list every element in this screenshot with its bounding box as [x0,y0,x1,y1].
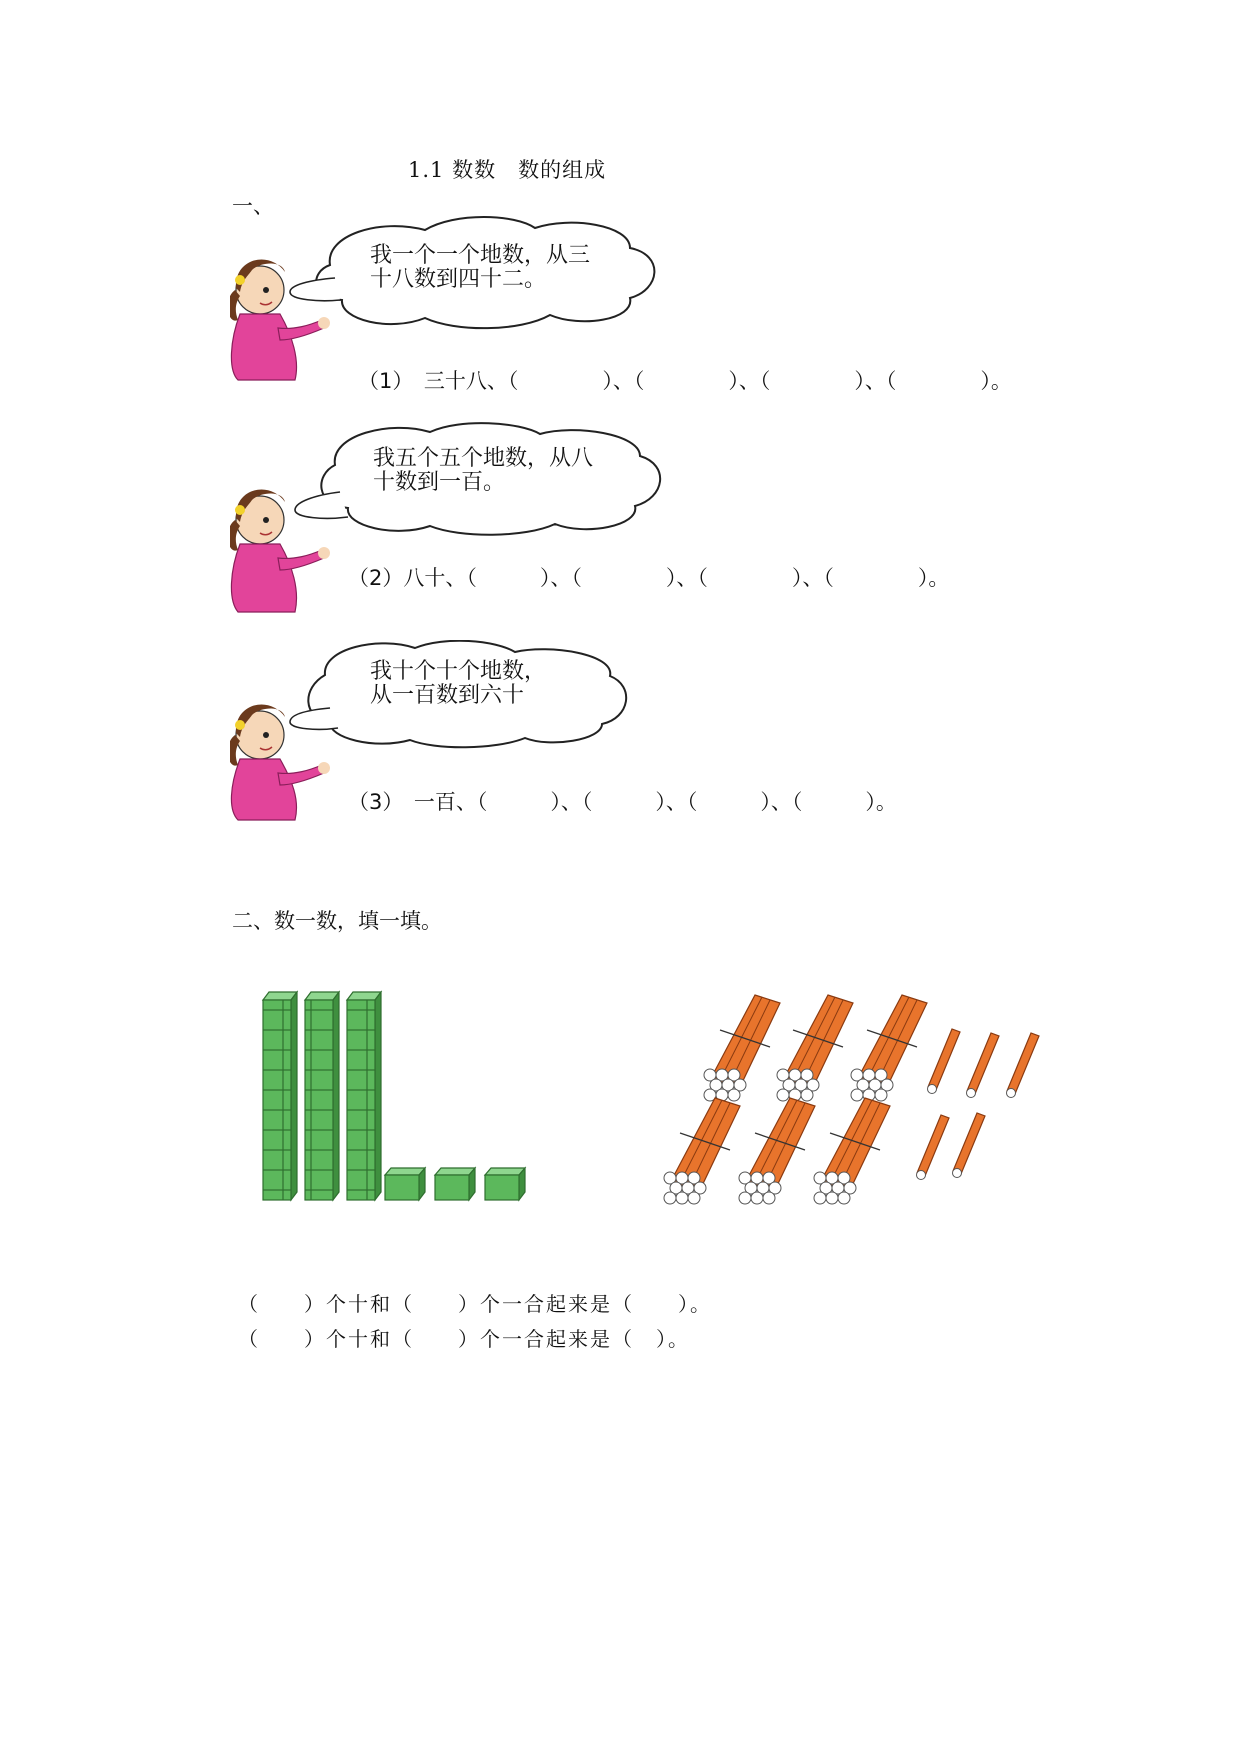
stick-bundle [664,1098,740,1204]
single-stick [953,1113,986,1178]
stick-bundle [814,1098,890,1204]
stick-bundle [777,995,853,1101]
item-1-answer-row: （1） 三十八、（ ）、（ ）、（ ）、（ ）。 [358,369,1012,393]
base-ten-cubes [255,990,540,1215]
ten-rod [347,992,381,1200]
single-stick [917,1115,950,1180]
section-2-label: 二、数一数，填一填。 [232,909,442,933]
stick-bundle [739,1098,815,1204]
page-title: 1.1 数数 数的组成 [408,158,607,182]
single-stick [1007,1033,1040,1098]
unit-cube [435,1168,475,1200]
speech-line-2: 十八数到四十二。 [370,267,547,292]
stick-bundle [851,995,927,1101]
single-stick [967,1033,1000,1098]
item-3-answer-row: （3） 一百、（ ）、（ ）、（ ）、（ ）。 [348,790,897,814]
speech-line-2: 十数到一百。 [373,470,506,495]
section-1-label: 一、 [232,194,274,218]
ten-rod [263,992,297,1200]
girl-figure [230,259,330,380]
item-2-answer-row: （2）八十、（ ）、（ ）、（ ）、（ ）。 [348,566,950,590]
speech-line-2: 从一百数到六十 [370,683,525,708]
fill-in-row-1: （ ）个十和（ ）个一合起来是（ ）。 [238,1292,712,1316]
unit-cube [385,1168,425,1200]
stick-bundles [655,985,1055,1210]
speech-line-1: 我五个五个地数，从八 [373,446,594,471]
single-stick [928,1029,961,1094]
speech-line-1: 我十个十个地数， [370,659,547,684]
speech-line-1: 我一个一个地数，从三 [370,243,591,268]
stick-bundle [704,995,780,1101]
unit-cube [485,1168,525,1200]
ten-rod [305,992,339,1200]
fill-in-row-2: （ ）个十和（ ）个一合起来是（ ）。 [238,1327,690,1351]
